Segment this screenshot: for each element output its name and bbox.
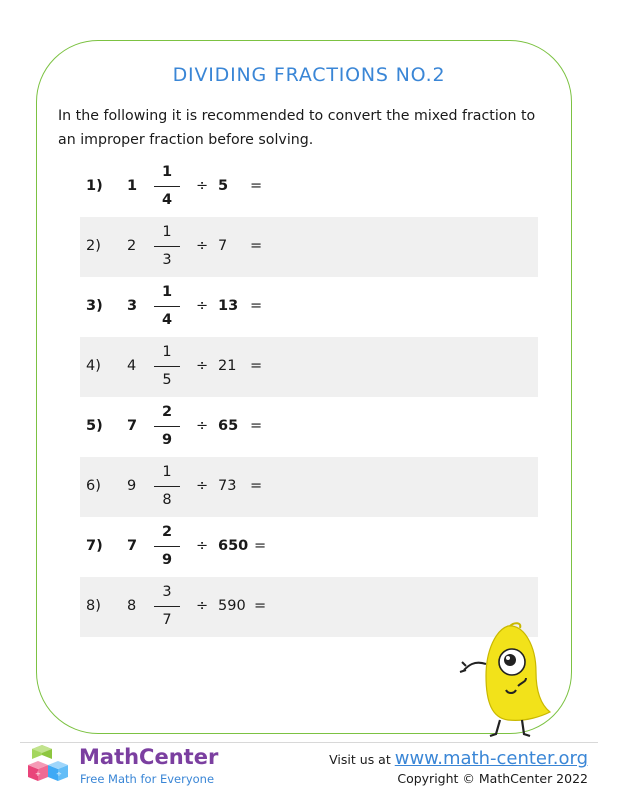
fraction-bar — [154, 366, 180, 367]
fraction-bar — [154, 186, 180, 187]
divisor: 65 — [218, 418, 239, 434]
svg-text:÷: ÷ — [56, 770, 62, 778]
fraction-bar — [154, 426, 180, 427]
problem-number: 6) — [86, 478, 101, 494]
denominator: 4 — [161, 192, 173, 209]
whole-number: 1 — [127, 178, 138, 194]
divide-sign: ÷ — [196, 358, 209, 374]
problem-number: 1) — [86, 178, 103, 194]
problem-number: 5) — [86, 418, 103, 434]
whole-number: 7 — [127, 418, 138, 434]
denominator: 5 — [162, 372, 172, 389]
instructions-text: In the following it is recommended to convert the mixed fraction to an improper fraction before solving. — [58, 108, 536, 148]
fraction-bar — [154, 606, 180, 607]
denominator: 9 — [161, 552, 173, 569]
brand-tagline: Free Math for Everyone — [80, 772, 215, 786]
whole-number: 4 — [127, 358, 137, 374]
divide-sign: ÷ — [196, 478, 209, 494]
divisor: 21 — [218, 358, 237, 374]
fraction — [154, 583, 180, 630]
divide-sign: ÷ — [196, 298, 209, 314]
numerator: 2 — [161, 404, 173, 420]
problem-number: 3) — [86, 298, 103, 314]
equals-sign: = — [250, 418, 263, 434]
whole-number: 2 — [127, 238, 137, 254]
whole-number: 9 — [127, 478, 137, 494]
equals-sign: = — [250, 178, 263, 194]
denominator: 7 — [162, 612, 172, 629]
problem-row-3 — [80, 277, 538, 337]
denominator: 9 — [161, 432, 173, 449]
fraction-bar — [154, 246, 180, 247]
problem-row-5 — [80, 397, 538, 457]
equals-sign: = — [250, 298, 263, 314]
website-link[interactable]: www.math-center.org — [394, 748, 588, 769]
fraction — [154, 463, 180, 510]
problem-row-2 — [80, 217, 538, 277]
problem-row-6 — [80, 457, 538, 517]
denominator: 8 — [162, 492, 172, 509]
equals-sign: = — [250, 358, 263, 374]
problem-number: 7) — [86, 538, 103, 554]
yellow-mascot-icon — [456, 620, 568, 740]
footer-divider — [20, 742, 598, 743]
whole-number: 7 — [127, 538, 138, 554]
numerator: 1 — [161, 284, 173, 300]
math-center-cubes-icon — [26, 743, 70, 785]
divisor: 7 — [218, 238, 228, 254]
numerator: 3 — [162, 584, 172, 600]
numerator: 2 — [161, 524, 173, 540]
equals-sign: = — [250, 238, 263, 254]
divide-sign: ÷ — [196, 598, 209, 614]
fraction-bar — [154, 546, 180, 547]
equals-sign: = — [254, 538, 267, 554]
problem-row-4 — [80, 337, 538, 397]
fraction — [154, 523, 180, 570]
copyright-text: Copyright © MathCenter 2022 — [397, 771, 588, 786]
divisor: 73 — [218, 478, 237, 494]
numerator: 1 — [162, 344, 172, 360]
problem-row-1 — [80, 157, 538, 217]
fraction — [154, 403, 180, 450]
divide-sign: ÷ — [196, 178, 209, 194]
divisor: 650 — [218, 538, 249, 554]
denominator: 4 — [161, 312, 173, 329]
whole-number: 3 — [127, 298, 138, 314]
worksheet-title: DIVIDING FRACTIONS NO.2 — [172, 64, 446, 86]
numerator: 1 — [162, 464, 172, 480]
fraction-bar — [154, 306, 180, 307]
problem-row-7 — [80, 517, 538, 577]
problem-number: 4) — [86, 358, 101, 374]
equals-sign: = — [254, 598, 267, 614]
divide-sign: ÷ — [196, 238, 209, 254]
divide-sign: ÷ — [196, 538, 209, 554]
fraction — [154, 283, 180, 330]
denominator: 3 — [162, 252, 172, 269]
fraction-bar — [154, 486, 180, 487]
equals-sign: = — [250, 478, 263, 494]
fraction — [154, 343, 180, 390]
visit-prefix: Visit us at — [329, 752, 391, 767]
divisor: 13 — [218, 298, 239, 314]
fraction — [154, 163, 180, 210]
svg-text:+: + — [35, 770, 41, 778]
problem-number: 8) — [86, 598, 101, 614]
divisor: 5 — [218, 178, 229, 194]
visit-line — [329, 748, 588, 769]
numerator: 1 — [162, 224, 172, 240]
numerator: 1 — [161, 164, 173, 180]
divisor: 590 — [218, 598, 246, 614]
whole-number: 8 — [127, 598, 137, 614]
brand-name: MathCenter — [79, 745, 219, 769]
problem-number: 2) — [86, 238, 101, 254]
problem-list — [80, 157, 538, 637]
fraction — [154, 223, 180, 270]
divide-sign: ÷ — [196, 418, 209, 434]
